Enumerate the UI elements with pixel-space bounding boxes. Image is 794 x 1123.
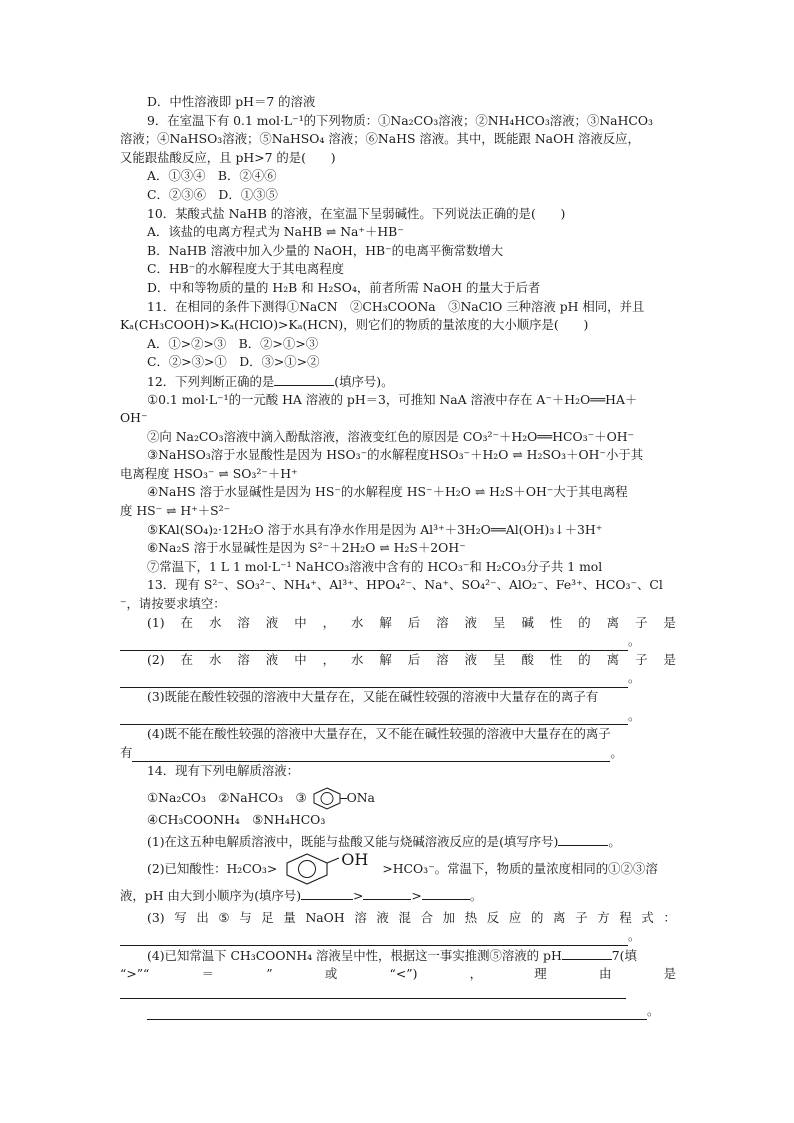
text: 中 bbox=[294, 614, 307, 630]
text-line bbox=[120, 965, 676, 984]
q14-part3 bbox=[120, 909, 676, 928]
q14-part2 bbox=[120, 849, 676, 886]
text: 溶 bbox=[436, 614, 449, 630]
answer-line bbox=[120, 707, 676, 726]
text-line: 又能跟盐酸反应，且 pH>7 的是( ) bbox=[120, 149, 336, 165]
text-line: Kₐ(CH₃COOH)>Kₐ(HClO)>Kₐ(HCN)，则它们的物质的量浓度的大小顺序是( ) bbox=[120, 317, 589, 333]
answer-blank[interactable] bbox=[274, 372, 334, 386]
text: (填序号)。 bbox=[334, 373, 394, 389]
question-11-stem: 11．在相同的条件下测得①NaCN ②CH₃COONa ③NaClO 三种溶液 pH 相同，并且 bbox=[147, 298, 645, 314]
answer-blank[interactable] bbox=[120, 930, 628, 946]
statement-line: ⑦常温下，1 L 1 mol·L⁻¹ NaHCO₃溶液中含有的 HCO₃⁻和 H₂CO₃分子共 1 mol bbox=[147, 558, 603, 574]
text: ： bbox=[663, 909, 676, 925]
text: 溶 bbox=[436, 651, 449, 667]
statement-line: ⑤KAl(SO₄)₂·12H₂O 溶于水具有净水作用是因为 Al³⁺＋3H₂O══Al(OH)₃↓＋3H⁺ bbox=[147, 521, 603, 537]
text: 有 bbox=[120, 744, 133, 760]
text: 的 bbox=[578, 651, 591, 667]
text: 液 bbox=[376, 909, 389, 925]
text: NaOH bbox=[305, 909, 345, 925]
text: ” bbox=[266, 965, 273, 981]
option-line: C．②>③>① D．③>①>② bbox=[147, 354, 320, 370]
text: 方 bbox=[597, 909, 610, 925]
text: 在 bbox=[180, 614, 193, 630]
text: >HCO₃⁻。常温下，物质的量浓度相同的①②③溶 bbox=[382, 860, 658, 876]
text: ＝ bbox=[201, 965, 215, 981]
text: 水 bbox=[351, 651, 364, 667]
answer-line bbox=[120, 669, 676, 688]
question-9-stem: 9．在室温下有 0.1 mol·L⁻¹的下列物质：①Na₂CO₃溶液；②NH₄HCO₃溶液；③NaHCO₃ bbox=[147, 112, 653, 128]
text: > bbox=[411, 888, 422, 904]
text-line bbox=[120, 886, 676, 905]
text: (1)在这五种电解质溶液中，既能与盐酸又能与烧碱溶液反应的是(填写序号) bbox=[147, 833, 559, 849]
text: 加 bbox=[442, 909, 456, 925]
text: (3) bbox=[147, 909, 165, 925]
text: 的 bbox=[530, 909, 544, 925]
text: 热 bbox=[464, 909, 478, 925]
q13-part2 bbox=[120, 651, 676, 670]
text: 是 bbox=[663, 965, 676, 981]
text: (4)已知常温下 CH₃COONH₄ 溶液呈中性，根据这一事实推测⑤溶液的 pH bbox=[147, 947, 562, 963]
text: 后 bbox=[407, 614, 421, 630]
text: 。 bbox=[628, 633, 641, 649]
answer-blank[interactable] bbox=[301, 886, 353, 900]
text: 写 bbox=[174, 909, 187, 925]
text: “>”“ bbox=[120, 965, 150, 981]
text: 呈 bbox=[493, 651, 506, 667]
text: (1) bbox=[147, 614, 165, 630]
answer-blank[interactable] bbox=[120, 635, 628, 651]
text: 由 bbox=[598, 965, 612, 981]
text: “<”) bbox=[389, 965, 418, 981]
text: 液 bbox=[464, 614, 478, 630]
document-page bbox=[120, 93, 676, 1020]
answer-blank[interactable] bbox=[562, 946, 612, 960]
option-line: B．NaHB 溶液中加入少量的 NaOH，HB⁻的电离平衡常数增大 bbox=[147, 242, 504, 258]
text: 。 bbox=[608, 833, 621, 849]
text: 出 bbox=[196, 909, 209, 925]
text: 的 bbox=[578, 614, 591, 630]
text: 液 bbox=[464, 651, 478, 667]
text-line: 电离程度 HSO₃⁻ ⇌ SO₃²⁻＋H⁺ bbox=[120, 465, 298, 481]
text: 式 bbox=[641, 909, 654, 925]
q13-part3: (3)既能在酸性较强的溶液中大量存在，又能在碱性较强的溶液中大量存在的离子有 bbox=[147, 689, 599, 704]
text: 酸 bbox=[521, 651, 534, 667]
text: 中 bbox=[294, 651, 307, 667]
answer-line bbox=[120, 983, 676, 1002]
text: 水 bbox=[208, 651, 222, 667]
text: ， bbox=[322, 651, 335, 667]
text: 解 bbox=[379, 614, 392, 630]
q14-part1 bbox=[120, 832, 676, 851]
text: 溶 bbox=[237, 651, 250, 667]
text-line: 溶液；④NaHSO₃溶液；⑤NaHSO₄ 溶液；⑥NaHS 溶液。其中，既能跟 NaOH 溶液反应， bbox=[120, 131, 640, 147]
text: ， bbox=[469, 965, 483, 981]
text-line: D．中性溶液即 pH＝7 的溶液 bbox=[147, 94, 316, 109]
text: 。 bbox=[469, 888, 483, 904]
text: 碱 bbox=[521, 614, 534, 630]
text: 在 bbox=[180, 651, 193, 667]
statement-line: ⑥Na₂S 溶于水显碱性是因为 S²⁻＋2H₂O ⇌ H₂S＋2OH⁻ bbox=[147, 540, 466, 556]
text: 呈 bbox=[493, 614, 506, 630]
text: 子 bbox=[635, 651, 648, 667]
text: 是 bbox=[663, 651, 676, 667]
text: (2)已知酸性：H₂CO₃> bbox=[147, 860, 278, 876]
text-line: OH⁻ bbox=[120, 410, 148, 426]
text: 性 bbox=[549, 651, 563, 667]
option-line: D．中和等物质的量的 H₂B 和 H₂SO₄，前者所需 NaOH 的量大于后者 bbox=[147, 279, 541, 295]
answer-blank[interactable] bbox=[363, 886, 411, 900]
q13-part4: (4)既不能在酸性较强的溶液中大量存在，又不能在碱性较强的溶液中大量存在的离子 bbox=[147, 726, 611, 742]
q13-part1 bbox=[120, 614, 676, 633]
text: 液 bbox=[265, 651, 279, 667]
answer-line bbox=[120, 927, 676, 946]
text: ⑤ bbox=[218, 909, 230, 925]
option-line: C．②③⑥ D．①③⑤ bbox=[147, 186, 278, 202]
text: 或 bbox=[324, 965, 338, 981]
text: 合 bbox=[420, 909, 433, 925]
answer-blank[interactable] bbox=[558, 832, 608, 846]
text: 溶 bbox=[237, 614, 250, 630]
statement-line: ②向 Na₂CO₃溶液中滴入酚酞溶液，溶液变红色的原因是 CO₃²⁻＋H₂O══HCO₃⁻＋OH⁻ bbox=[147, 428, 635, 444]
text: 。 bbox=[628, 928, 641, 944]
option-line: A．①>②>③ B．②>①>③ bbox=[147, 335, 319, 351]
text: 。 bbox=[647, 1002, 660, 1018]
text: 水 bbox=[208, 614, 222, 630]
text: 解 bbox=[379, 651, 392, 667]
option-line: C．HB⁻的水解程度大于其电离程度 bbox=[147, 261, 345, 277]
substance-list bbox=[120, 785, 676, 811]
text: 后 bbox=[407, 651, 421, 667]
statement-line: ①0.1 mol·L⁻¹的一元酸 HA 溶液的 pH＝3，可推知 NaA 溶液中存在 A⁻＋H₂O══HA＋ bbox=[147, 391, 638, 407]
answer-blank[interactable] bbox=[147, 1004, 647, 1020]
text: 12．下列判断正确的是 bbox=[147, 373, 275, 389]
substance-list: ④CH₃COONH₄ ⑤NH₄HCO₃ bbox=[147, 811, 326, 827]
text: 性 bbox=[549, 614, 563, 630]
statement-line: ④NaHS 溶于水显碱性是因为 HS⁻的水解程度 HS⁻＋H₂O ⇌ H₂S＋OH⁻大于其电离程 bbox=[147, 484, 628, 500]
text: 足 bbox=[261, 909, 274, 925]
text: 液，pH 由大到小顺序为(填序号) bbox=[120, 888, 302, 904]
benzene-ring-icon bbox=[307, 786, 347, 810]
text: 混 bbox=[398, 909, 411, 925]
text: (2) bbox=[147, 651, 165, 667]
question-14-stem: 14．现有下列电解质溶液： bbox=[147, 763, 300, 779]
q14-part4 bbox=[120, 946, 676, 965]
text: 溶 bbox=[354, 909, 367, 925]
statement-line: ③NaHSO₃溶于水显酸性是因为 HSO₃⁻的水解程度HSO₃⁻＋H₂O ⇌ H₂SO₃＋OH⁻小于其 bbox=[147, 447, 644, 463]
text-line: ⁻，请按要求填空： bbox=[120, 596, 226, 612]
text: 应 bbox=[508, 909, 522, 925]
question-12-stem bbox=[120, 372, 676, 391]
text: 量 bbox=[283, 909, 296, 925]
text-line: 度 HS⁻ ⇌ H⁺＋S²⁻ bbox=[120, 503, 231, 519]
text: ， bbox=[322, 614, 335, 630]
answer-blank[interactable] bbox=[422, 886, 470, 900]
text: 是 bbox=[663, 614, 676, 630]
answer-blank[interactable] bbox=[120, 672, 628, 688]
text: 液 bbox=[265, 614, 279, 630]
text: 离 bbox=[606, 651, 620, 667]
text: > bbox=[353, 888, 364, 904]
answer-line bbox=[120, 632, 676, 651]
text: 7(填 bbox=[611, 947, 637, 963]
text: 与 bbox=[239, 909, 252, 925]
text: 理 bbox=[534, 965, 547, 981]
text: 离 bbox=[606, 614, 620, 630]
answer-blank[interactable] bbox=[120, 709, 628, 725]
answer-line bbox=[120, 744, 676, 763]
question-10-stem: 10．某酸式盐 NaHB 的溶液，在室温下呈弱碱性。下列说法正确的是( ) bbox=[147, 205, 566, 221]
answer-blank[interactable] bbox=[132, 746, 610, 762]
text: 。 bbox=[628, 707, 641, 723]
answer-line bbox=[120, 1002, 676, 1021]
phenoxide-label: ONa bbox=[346, 789, 375, 805]
text: 程 bbox=[619, 909, 632, 925]
answer-blank[interactable] bbox=[120, 983, 626, 999]
text: ①Na₂CO₃ ②NaHCO₃ ③ bbox=[147, 789, 307, 805]
text: 。 bbox=[628, 670, 641, 686]
text: 离 bbox=[553, 909, 566, 925]
text: 水 bbox=[351, 614, 364, 630]
question-13-stem: 13．现有 S²⁻、SO₃²⁻、NH₄⁺、Al³⁺、HPO₄²⁻、Na⁺、SO₄²⁻、AlO₂⁻、Fe³⁺、HCO₃⁻、Cl bbox=[147, 577, 663, 593]
hydroxyl-label: OH bbox=[341, 849, 369, 869]
text: 反 bbox=[486, 909, 500, 925]
option-line: A．①③④ B．②④⑥ bbox=[147, 168, 277, 184]
text: 。 bbox=[610, 744, 623, 760]
text: 子 bbox=[635, 614, 648, 630]
option-line: A．该盐的电离方程式为 NaHB ⇌ Na⁺＋HB⁻ bbox=[147, 224, 404, 240]
text: 子 bbox=[575, 909, 588, 925]
